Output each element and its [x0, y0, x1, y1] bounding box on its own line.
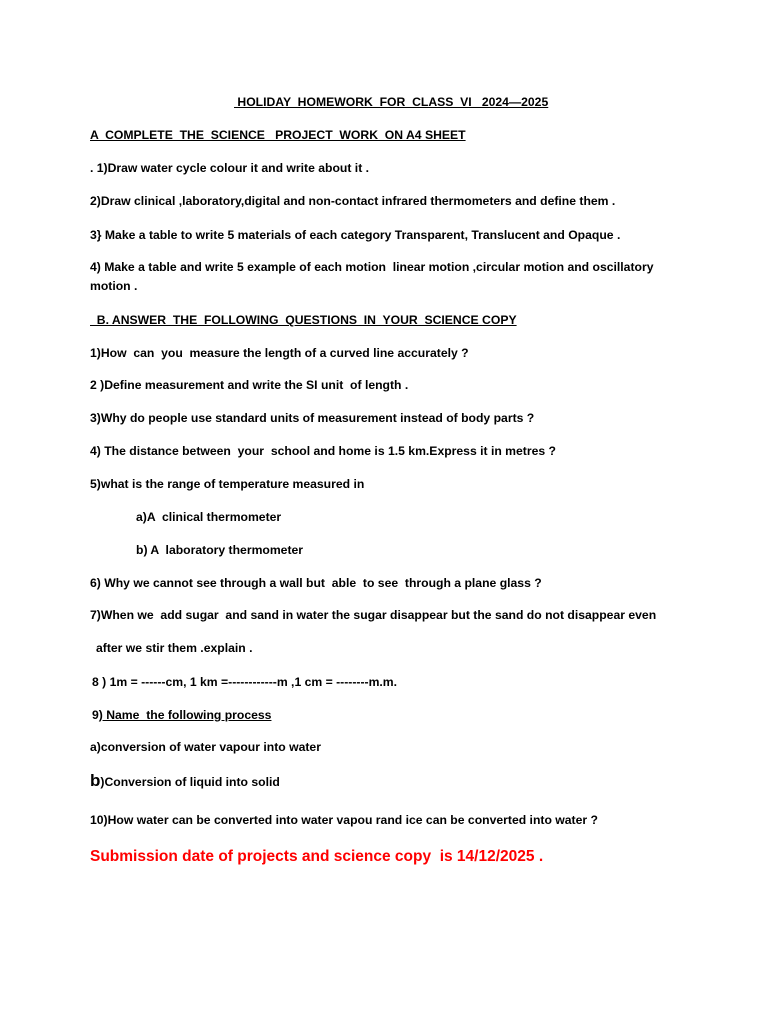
question-9 — [92, 708, 271, 723]
question-9-item-b-letter: b — [90, 771, 101, 790]
question-5-option-a: a)A clinical thermometer — [136, 510, 282, 524]
question-5: 5)what is the range of temperature measured in — [90, 477, 365, 491]
question-10: 10)How water can be converted into water vapou rand ice can be converted into water ? — [90, 813, 598, 827]
section-a-item-1: . 1)Draw water cycle colour it and write about it . — [90, 161, 370, 175]
question-7-line-2: after we stir them .explain . — [96, 641, 253, 655]
question-6: 6) Why we cannot see through a wall but able to see through a plane glass ? — [90, 576, 542, 590]
section-a-heading: A COMPLETE THE SCIENCE PROJECT WORK ON A4 SHEET — [90, 128, 466, 142]
question-9-heading: ) Name the following process — [98, 708, 272, 722]
section-a-item-4-line-2: motion . — [90, 279, 138, 293]
section-b-heading: B. ANSWER THE FOLLOWING QUESTIONS IN YOUR SCIENCE COPY — [90, 313, 517, 327]
question-4: 4) The distance between your school and home is 1.5 km.Express it in metres ? — [90, 444, 556, 458]
question-7-line-1: 7)When we add sugar and sand in water the sugar disappear but the sand do not disappear even — [90, 608, 657, 622]
section-a-item-3: 3} Make a table to write 5 materials of each category Transparent, Translucent and Opaque . — [90, 228, 621, 242]
question-3: 3)Why do people use standard units of measurement instead of body parts ? — [90, 411, 535, 425]
question-1: 1)How can you measure the length of a curved line accurately ? — [90, 346, 469, 360]
submission-date-notice: Submission date of projects and science copy is 14/12/2025 . — [90, 848, 544, 865]
question-2: 2 )Define measurement and write the SI unit of length . — [90, 378, 409, 392]
question-9-item-b — [90, 773, 280, 790]
section-a-item-4-line-1: 4) Make a table and write 5 example of each motion linear motion ,circular motion and oscillatory — [90, 260, 654, 274]
question-5-option-b: b) A laboratory thermometer — [136, 543, 304, 557]
question-9-number: 9 — [92, 708, 99, 722]
section-a-item-2: 2)Draw clinical ,laboratory,digital and non-contact infrared thermometers and define them . — [90, 194, 616, 208]
question-8: 8 ) 1m = ------cm, 1 km =------------m ,1 cm = --------m.m. — [92, 675, 398, 689]
page-title: HOLIDAY HOMEWORK FOR CLASS VI 2024—2025 — [234, 95, 549, 109]
question-9-item-a: a)conversion of water vapour into water — [90, 740, 321, 754]
question-9-item-b-text: )Conversion of liquid into solid — [100, 775, 280, 789]
